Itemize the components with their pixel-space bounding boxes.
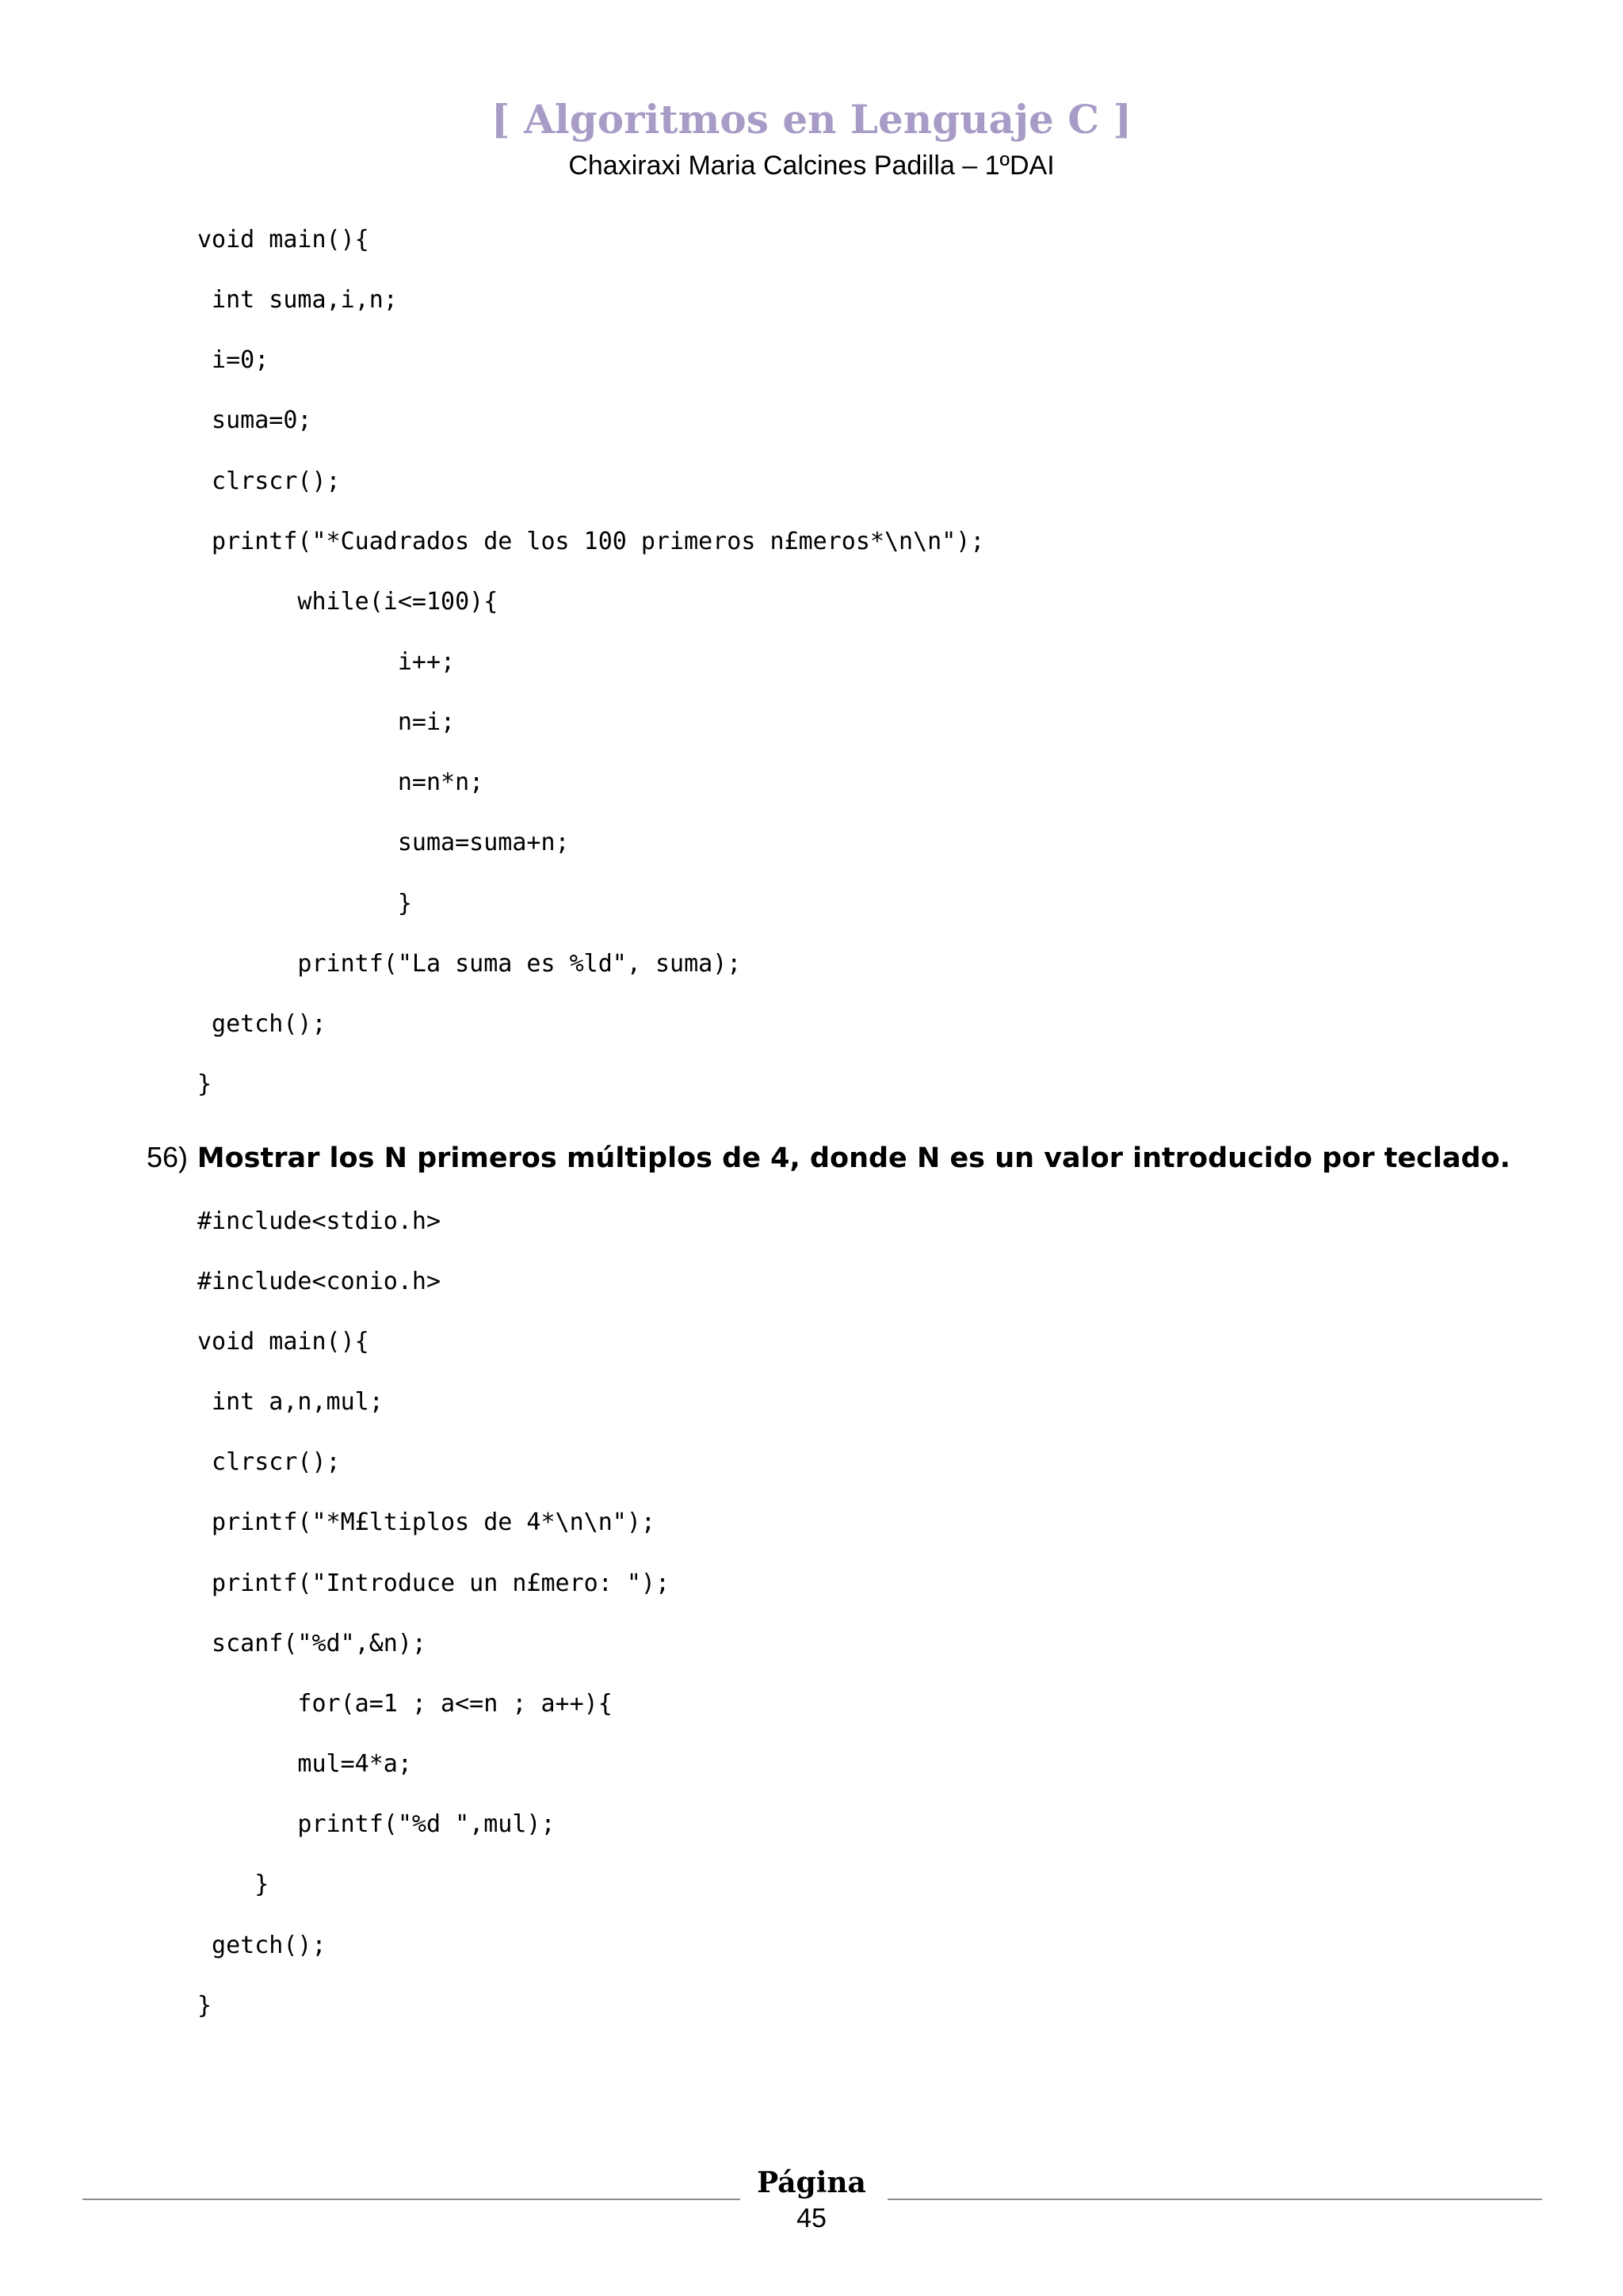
code-line: printf("*M£ltiplos de 4*\n\n"); <box>197 1508 655 1536</box>
exercise-heading <box>147 1138 1510 1178</box>
code-line: void main(){ <box>197 1328 369 1356</box>
code-line: printf("La suma es %ld", suma); <box>197 950 742 978</box>
code-line: suma=suma+n; <box>197 829 570 856</box>
author-line: Chaxiraxi Maria Calcines Padilla – 1ºDAI <box>568 151 1055 181</box>
code-line: #include<conio.h> <box>197 1268 441 1295</box>
code-line: } <box>197 1070 212 1098</box>
code-line: void main(){ <box>197 226 369 254</box>
code-line: clrscr(); <box>197 1448 341 1476</box>
code-line: printf("%d ",mul); <box>197 1810 556 1838</box>
code-line: int a,n,mul; <box>197 1388 384 1416</box>
code-line: } <box>197 1992 212 2019</box>
code-line: for(a=1 ; a<=n ; a++){ <box>197 1690 613 1718</box>
code-line: int suma,i,n; <box>197 286 398 314</box>
code-line: } <box>197 890 412 917</box>
code-line: #include<stdio.h> <box>197 1207 441 1235</box>
code-line: getch(); <box>197 1010 327 1038</box>
code-line: clrscr(); <box>197 467 341 495</box>
code-line: n=i; <box>197 708 456 736</box>
document-title: [ Algoritmos en Lenguaje C ] <box>491 96 1132 143</box>
code-line: i++; <box>197 648 456 676</box>
code-line: i=0; <box>197 346 269 374</box>
code-line: mul=4*a; <box>197 1750 412 1778</box>
code-line: printf("Introduce un n£mero: "); <box>197 1569 670 1597</box>
code-line: getch(); <box>197 1932 327 1959</box>
exercise-statement: Mostrar los N primeros múltiplos de 4, donde N es un valor introducido por teclado. <box>197 1142 1510 1174</box>
page-number: 45 <box>796 2203 827 2233</box>
code-line: printf("*Cuadrados de los 100 primeros n£meros*\n\n"); <box>197 528 985 555</box>
code-line: n=n*n; <box>197 769 484 796</box>
code-line: scanf("%d",&n); <box>197 1630 426 1657</box>
exercise-number: 56) <box>147 1141 189 1173</box>
code-line: while(i<=100){ <box>197 588 498 616</box>
code-line: } <box>197 1871 269 1898</box>
footer-page-label: Página <box>757 2166 866 2199</box>
code-line: suma=0; <box>197 406 312 434</box>
